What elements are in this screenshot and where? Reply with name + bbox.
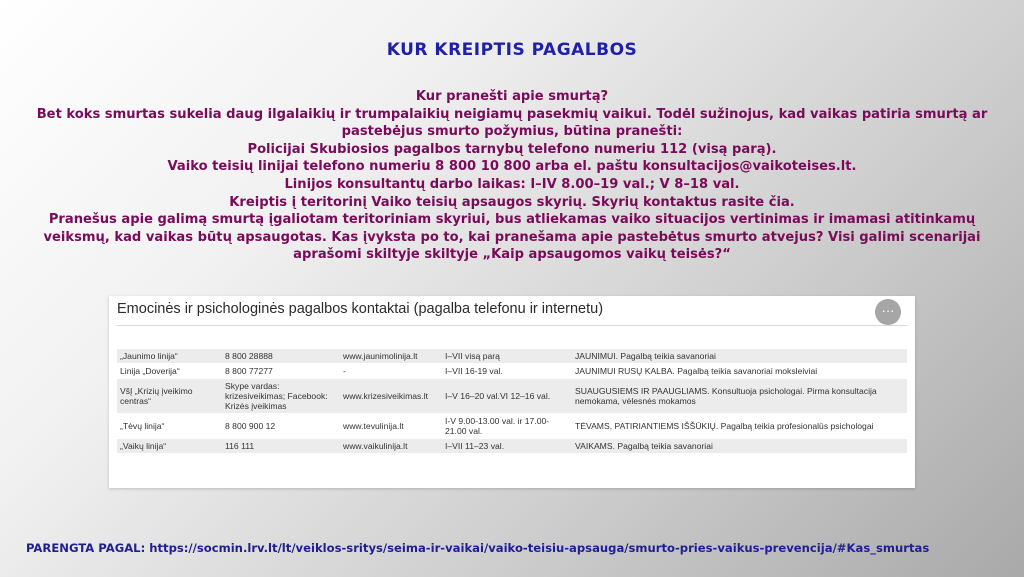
cell-hours: I–VII 16-19 val. xyxy=(442,364,572,379)
cell-site: www.krizesiveikimas.lt xyxy=(340,379,442,414)
source-line xyxy=(26,541,929,555)
cell-hours: I–VII 11–23 val. xyxy=(442,439,572,454)
contacts-table xyxy=(117,348,907,453)
cell-name: „Tėvų linija“ xyxy=(117,414,222,439)
cell-site: www.vaikulinija.lt xyxy=(340,439,442,454)
cell-name: VšĮ „Krizių įveikimo centras“ xyxy=(117,379,222,414)
cell-audience: VAIKAMS. Pagalbą teikia savanoriai xyxy=(572,439,907,454)
cell-site: www.tevulinija.lt xyxy=(340,414,442,439)
territorial-line: Kreiptis į teritorinį Vaiko teisių apsaugos skyrių. Skyrių kontaktus rasite čia. xyxy=(229,194,795,210)
intro-paragraph: Bet koks smurtas sukelia daug ilgalaikių ir trumpalaikių neigiamų pasekmių vaikui. Todėl sužinojus, kad vaikas patiria smurtą ar pastebėjus smurto požymius, būtina pranešti: xyxy=(36,106,988,140)
card-title: Emocinės ir psichologinės pagalbos kontaktai (pagalba telefonu ir internetu) xyxy=(117,301,604,317)
cell-contact: 8 800 77277 xyxy=(222,364,340,379)
cell-contact: 8 800 900 12 xyxy=(222,414,340,439)
cell-contact: 116 111 xyxy=(222,439,340,454)
cell-hours: I–VII visą parą xyxy=(442,349,572,364)
cell-hours: I–V 16–20 val.VI 12–16 val. xyxy=(442,379,572,414)
cell-audience: SUAUGUSIEMS IR PAAUGLIAMS. Konsultuoja psichologai. Pirma konsultacija nemokama, vėlesnės mokamos xyxy=(572,379,907,414)
ellipsis-icon[interactable]: ··· xyxy=(875,299,901,325)
cell-contact: 8 800 28888 xyxy=(222,349,340,364)
cell-contact: Skype vardas: krizesiveikimas; Facebook: Krizės įveikimas xyxy=(222,379,340,414)
cell-name: „Jaunimo linija“ xyxy=(117,349,222,364)
cell-audience: JAUNIMUI RUSŲ KALBA. Pagalbą teikia savanoriai moksleiviai xyxy=(572,364,907,379)
cell-hours: I-V 9.00-13.00 val. ir 17.00-21.00 val. xyxy=(442,414,572,439)
source-label: PARENGTA PAGAL: xyxy=(26,541,146,555)
cell-site: - xyxy=(340,364,442,379)
cell-name: Linija „Doverija“ xyxy=(117,364,222,379)
cell-audience: TĖVAMS, PATIRIANTIEMS IŠŠŪKIŲ. Pagalbą teikia profesionalūs psichologai xyxy=(572,414,907,439)
cell-site: www.jaunimolinija.lt xyxy=(340,349,442,364)
outcome-paragraph: Pranešus apie galimą smurtą įgaliotam teritoriniam skyriui, bus atliekamas vaiko situacijos vertinimas ir imamasi atitinkamų veiksmų, kad vaikas būtų apsaugotas. Kas įvyksta po to, kai pranešama apie pastebėtus smurto atvejus? Visi galimi scenarijai aprašomi skiltyje skiltyje „Kaip apsaugomos vaikų teisės?“ xyxy=(43,212,981,263)
table-row xyxy=(117,364,907,379)
table-row xyxy=(117,349,907,364)
table-row xyxy=(117,379,907,414)
hotline-line: Vaiko teisių linijai telefono numeriu 8 800 10 800 arba el. paštu konsultacijos@vaikoteises.lt. xyxy=(167,159,857,175)
table-row xyxy=(117,414,907,439)
question-line: Kur pranešti apie smurtą? xyxy=(415,89,609,104)
contacts-card xyxy=(109,296,915,488)
table-row xyxy=(117,439,907,454)
hours-line: Linijos konsultantų darbo laikas: I–IV 8.00–19 val.; V 8–18 val. xyxy=(284,176,740,192)
police-line: Policijai Skubiosios pagalbos tarnybų telefono numeriu 112 (visą parą). xyxy=(247,141,777,157)
source-link[interactable]: https://socmin.lrv.lt/lt/veiklos-sritys/seima-ir-vaikai/vaiko-teisiu-apsauga/smurto-pries-vaikus-prevencija/#Kas_smurtas xyxy=(149,541,930,555)
card-divider xyxy=(117,325,907,326)
cell-audience: JAUNIMUI. Pagalbą teikia savanoriai xyxy=(572,349,907,364)
info-text xyxy=(20,88,1004,264)
cell-name: „Vaikų linija“ xyxy=(117,439,222,454)
page-title: KUR KREIPTIS PAGALBOS xyxy=(386,40,638,60)
